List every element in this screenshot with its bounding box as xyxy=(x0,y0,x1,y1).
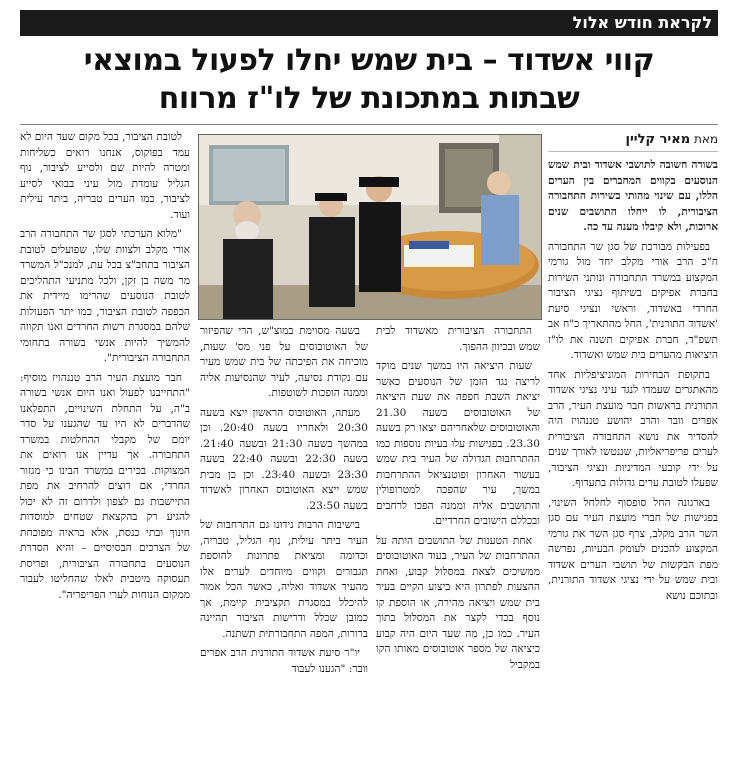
article-column-2 xyxy=(376,324,540,758)
paragraph: בשעה מסוימת במוצ"ש, הרי שהפיזור של האוטובוסים על פני מס' שעות, מוכיחה את הפיכתה של בית שמש מעיר עם נקודת נסיעה, לעיר שהנסיעות אליה וממנה הופכות לשוטפות. xyxy=(200,325,368,399)
paragraph: בארגונה החל סופסוף לחלחל השינוי, בפגישות של חברי מועצת העיר עם סגן השר הרב מקלב, צרף סגן השר את גורמי המקצוע להכנים לעומק הבעיות, נפרשה מפת הבקשות של תושבי הערים אשדוד ובית שמש על ידי נציגי אשדוד התורנית, ובתוכם נושא xyxy=(548,496,718,602)
article-column-4 xyxy=(20,130,190,758)
paragraph: בפעילות מבורכת של סגן שר התחבורה ח"כ הרב אורי מקלב יחד מול גורמי המקצוע במשרד התחבורה ונותני השירות בחברת אפיקים בשיתוף נציגי הציבור החרדי באשדוד, וראשי ונציגי סיעת 'אשדוד התורנית', החל מהתאריך כ"ח אב תשפ"ד, חברת אפיקים תשנה את לו"ז היציאות מהערים בית שמש ואשדוד. xyxy=(548,240,718,361)
paragraph: התחבורה הציבורית מאשדוד לבית שמש ובכיוון ההפוך. xyxy=(376,325,540,353)
paragraph: חבר מועצת העיר הרב טננהויז מוסיף: "התחייבנו לפעול ואנו היום אנשי בשורה ב"ה, על התחלת השינויים, התפלאנו שהדברים לא היו עד שהגענו על סדר יומם של מקבלי ההחלטות במשרד התחבורה. אך עדיין אנו רואים את המצוקות. בכירים במשרד הבינו כי מגזור החרדי, אם רוצים להרחיב את מפת התיישבות גם לצפון ולדרום זה לא יכול להגיע רק בהקצאת שטחים למוסדות חינוך ובתי כנסת, אלא בראיה מפוכחת של הצרכים הבסיסיים – והיא הסדרת הנוסעים בתחבורה הציבורית, ופריסת תעסוקה מיטבית לאלו שהחליטו לעבור ממקום הנוחות לערי הפריפריה". xyxy=(20,371,190,601)
article-photo xyxy=(198,134,542,320)
headline-divider xyxy=(20,124,718,125)
headline xyxy=(20,42,718,118)
article-column-1 xyxy=(548,130,718,758)
paragraph: אחת הטענות של התושבים היתה על ההתרחבות של העיר, בעוד האוטובוסים ממשיכים לצאת במסלול קבוע, ואחת ההצעות לפתרון היא ביצוע הקיים בעיר בית שמש ויציאה מהירה, או הוספת קו נוסף בכדי לקצר את המסלול בתוך העיר. כמו כן, מה שעד היום היה קבוע כיציאה של מספר אוטובוסים מאותו הקו במקביל xyxy=(376,534,540,671)
headline-line-2: שבתות במתכונת של לו"ז מרווח xyxy=(158,81,580,116)
paragraph: שעות היציאה היו במשך שנים מוקד לריצה נגד הזמן של הנוסעים כאשר יציאת השבת חפפה את שעת היציאה של האוטובוסים בשעה 21.30 והאוטובוסים שלאחריהם יצאו רק בשעה 23.30. בפגישות עלו בעיות נוספות כמו ההתרחבות הגדולה של העיר בית שמש בעשור האחרון ופוטנציאל ההתרחבות במשך, עיר שהפכה למטרופולין והתושבים אליה וממנה הפכו לרחבים ובכללם הישובים החרדיים. xyxy=(376,360,540,527)
paragraph: לטובת הציבור, בכל מקום שעד היום לא עמד בפוקוס, אנחנו רואים כשליחות ומטרה להיות שם ולסייע לציבור, נוף הגליל עומדת מול עיני בבואי לסייע לציבור, כמו הערים טבריה, ביתר עילית ועוד. xyxy=(20,131,190,221)
headline-line-1: קווי אשדוד – בית שמש יחלו לפעול במוצאי xyxy=(83,43,655,78)
byline xyxy=(548,130,718,152)
lead-paragraph: בשורה חשובה לתושבי אשדוד ובית שמש הנוסעים בקווים המחברים בין הערים הללו, עם שינוי מהותי בשירות התחבורה הציבורית, לו ייחלו התושבים שנים ארוכות, ולא קיבלו מענה עד כה. xyxy=(548,159,718,233)
paragraph: "מלוא הערכתי לסגן שר התחבורה הרב אורי מקלב ולצוות שלו, שפועלים לטובת הציבור בתחב"צ בכל עת, למנכ"ל המשרד מר משה בן זקן, ולכל מתניעי התהליכים לטובת הנוסעים שהרימו מיידית את הכפפה לטובת הציבור, כמו יתר הפעולות שלהם במסגרת רשות החרדים ואנו תקווה להמשיך להיות אנשי בשורה בתחומי התחבורה הציבורית". xyxy=(20,228,190,364)
byline-author: מאיר קליין xyxy=(625,132,691,147)
section-label: לקראת חודש אלול xyxy=(20,10,718,36)
paragraph: בישיבות הרבות נידונו גם התרחבות של העיר ביתר עילית, נוף הגליל, טבריה, וכדומה ומציאת פתרונות להוספת תגבורים וקווים מיוחדים לערים אלו מהעיר אשדוד ואליה, כאשר הכל אמור להיכלל במסגרת תקציבית קיימת, אך כמובן שכלל ודרישות הציבור תהיינה ברורות, המפה התחבורתית תשתנה. xyxy=(200,519,368,640)
meeting-photo-illustration xyxy=(199,135,541,319)
byline-prefix: מאת xyxy=(693,132,718,146)
article-column-3 xyxy=(200,324,368,758)
paragraph: יו"ר סיעת אשדוד התורנית הרב אפרים וובר: "הגענו לעבוד xyxy=(200,647,368,675)
paragraph: מעתה, האוטובוס הראשון ייצא בשעה 20:30 ולאחריו בשעה 20:40. וכן במהשך בשעה 21:30 ובשעה 21:40. בשעה 22:30 ובשעה 22:40 בשעה 23:30 ובשעה 23:40. וכן כן מבית שמש ייצא האוטובוס האחרון לאשדוד בשעה 23:50. xyxy=(200,406,368,512)
paragraph: בתקופת הבחירות המוניציפליות אחד מהאתגרים שעמדו לנגד עיני נציגי אשדוד התורנית בראשות חבר מועצת העיר, הרב אפרים וובר והרב יהושע טננהויז היה להסדיר את נושא התחבורה הציבורית לערים פריפריאליות, שננטשו לאורך שנים על ידי קובעי המדיניות ונציגי הציבור, שפעלו לטובת ערים גדולות בתעדוף. xyxy=(548,368,718,489)
